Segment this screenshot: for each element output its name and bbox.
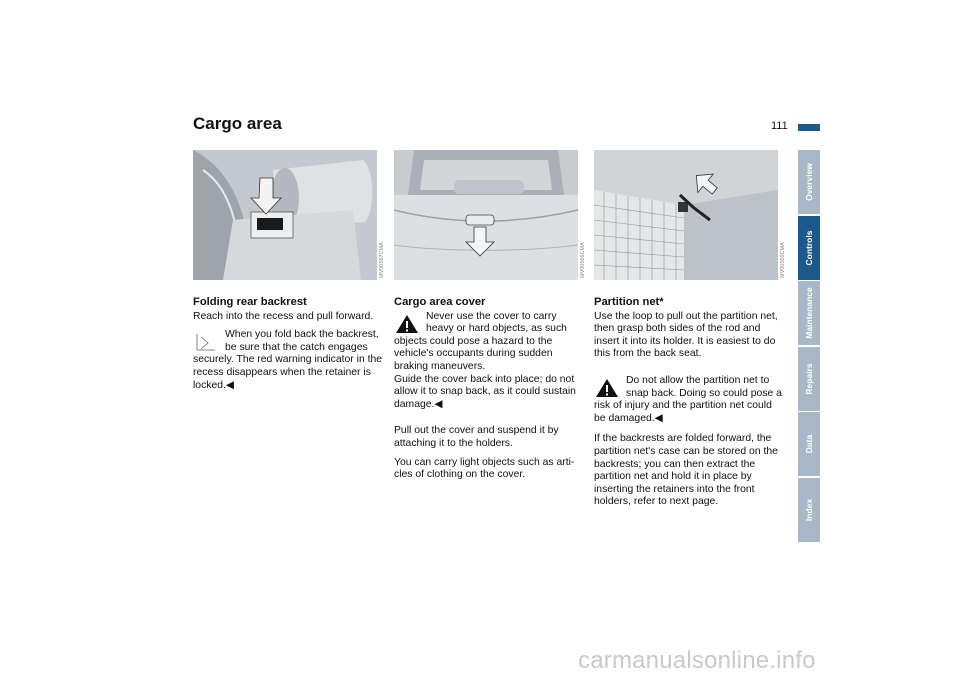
section-heading: Partition net*	[594, 296, 664, 308]
nav-tab-data[interactable]: Data	[798, 412, 820, 476]
nav-tab-maintenance[interactable]: Maintenance	[798, 281, 820, 345]
section-heading: Folding rear backrest	[193, 296, 307, 308]
paragraph: Use the loop to pull out the partition net, then grasp both sides of the rod and insert it into its holder. It is easiest to do this from the back seat.	[594, 310, 778, 360]
section-heading: Cargo area cover	[394, 296, 486, 308]
note-icon	[193, 331, 219, 353]
page-tab-marker	[798, 124, 820, 131]
warning-text: Do not allow the partition net to snap back. Doing so could pose a risk of injury and the partition net could be damaged.◀	[594, 374, 782, 424]
warning-block	[394, 311, 586, 374]
nav-tab-controls[interactable]: Controls	[798, 216, 820, 280]
warning-text: Never use the cover to carry heavy or hard objects, as such objects could pose a hazard to the vehicle's occupants during sudden braking maneuvers.	[394, 310, 567, 372]
paragraph: Reach into the recess and pull forward.	[193, 310, 374, 322]
page-number: 111	[771, 120, 788, 132]
partition-net-illustration-icon	[594, 150, 778, 280]
page-title: Cargo area	[193, 114, 282, 133]
figure-code: MV00565CMA	[780, 242, 786, 278]
figure-code: MV00567CMA	[379, 242, 385, 278]
paragraph: If the backrests are folded forward, the partition net's case can be stored on the backrests; you can then extract the partition net and hold it in place by inserting the retainers into the front holders, refer to next page.	[594, 433, 778, 508]
cargo-cover-illustration-icon	[394, 150, 578, 280]
paragraph: You can carry light objects such as arti-cles of clothing on the cover.	[394, 456, 575, 481]
figure-cargo-cover	[394, 150, 578, 280]
nav-tab-overview[interactable]: Overview	[798, 150, 820, 214]
warning-icon	[394, 313, 420, 335]
nav-tab-index[interactable]: Index	[798, 478, 820, 542]
side-nav	[798, 150, 820, 543]
paragraph: Pull out the cover and suspend it by attaching it to the holders.	[394, 425, 559, 449]
figure-code: MV00566CMA	[580, 242, 586, 278]
section-cargo-cover	[394, 296, 586, 488]
warning-block	[594, 375, 786, 425]
figure-partition-net	[594, 150, 778, 280]
section-folding-backrest	[193, 296, 385, 392]
note-block	[193, 329, 385, 392]
figure-folding-backrest	[193, 150, 377, 280]
note-text: When you fold back the backrest, be sure that the catch engages securely. The red warning indicator in the recess disappears when the retainer is locked.◀	[193, 329, 383, 391]
nav-tab-repairs[interactable]: Repairs	[798, 347, 820, 411]
folding-backrest-illustration-icon	[193, 150, 377, 280]
warning-icon	[594, 377, 620, 399]
section-partition-net	[594, 296, 786, 515]
watermark: carmanualsonline.info	[578, 647, 816, 674]
warning-text-continued: Guide the cover back into place; do not allow it to snap back, as it could sustain damage.◀	[394, 373, 576, 410]
